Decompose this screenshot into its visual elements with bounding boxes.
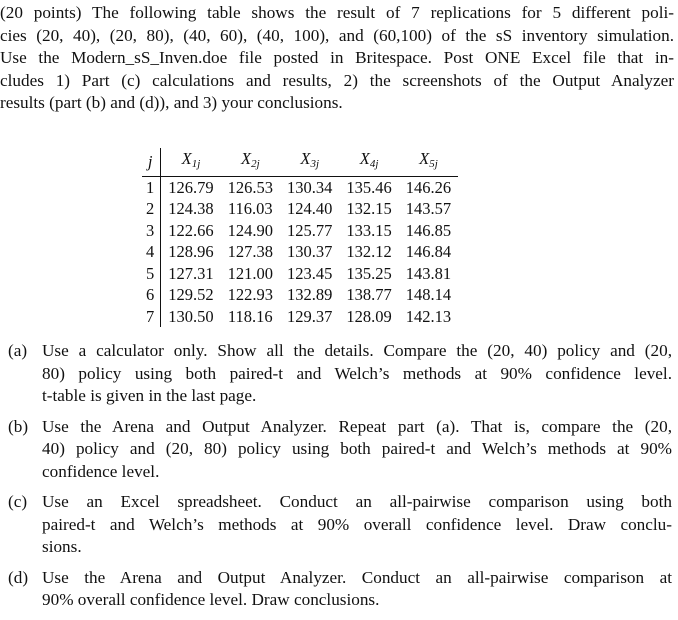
part-line: Use an Excel spreadsheet. Conduct an all-pairwise comparison using both xyxy=(42,492,672,511)
table-cell: 132.89 xyxy=(287,285,333,304)
table-cell: 138.77 xyxy=(346,285,392,304)
table-cell: 124.40 xyxy=(287,199,333,218)
header-subscript: 1j xyxy=(191,158,201,170)
part-c xyxy=(8,491,672,559)
intro-line: cies (20, 40), (20, 80), (40, 60), (40, 100), and (60,100) of the sS inventory simulation. xyxy=(0,25,674,45)
intro-line: (20 points) The following table shows the result of 7 replications for 5 different poli- xyxy=(0,3,674,22)
row-index: 2 xyxy=(142,198,161,220)
part-line: confidence level. xyxy=(42,461,160,481)
header-subscript: 5j xyxy=(429,158,438,170)
part-line: Use the Arena and Output Analyzer. Repeat part (a). That is, compare the (20, xyxy=(42,416,672,436)
table-cell: 129.52 xyxy=(168,285,214,304)
table-cell: 127.38 xyxy=(227,242,273,261)
table-row xyxy=(142,306,458,328)
header-base: X xyxy=(181,149,192,168)
column-header-x3 xyxy=(280,148,339,176)
column-header-x4 xyxy=(339,148,398,176)
row-index: 3 xyxy=(142,220,161,242)
part-line: t-table is given in the last page. xyxy=(42,386,257,405)
question-parts xyxy=(8,340,672,620)
part-line: Use a calculator only. Show all the details. Compare the (20, 40) policy and (20, xyxy=(42,341,672,360)
part-line: 40) policy and (20, 80) policy using both paired-t and Welch’s methods at 90% xyxy=(42,439,672,458)
part-label: (a) xyxy=(8,341,28,360)
table-row xyxy=(142,220,458,242)
part-b xyxy=(8,416,672,484)
part-label: (c) xyxy=(8,492,28,511)
part-label: (b) xyxy=(8,416,29,436)
column-header-x1 xyxy=(161,148,221,176)
intro-line: Use the Modern_sS_Inven.doe file posted in Britespace. Post ONE Excel file that in- xyxy=(0,48,674,67)
header-base: X xyxy=(359,149,370,168)
table-cell: 124.90 xyxy=(227,220,273,240)
row-index: 7 xyxy=(142,306,161,328)
table-cell: 133.15 xyxy=(346,220,392,240)
table-cell: 126.79 xyxy=(168,177,214,197)
header-subscript: 4j xyxy=(369,158,379,170)
table-cell: 132.15 xyxy=(346,199,392,218)
replication-results-table xyxy=(142,148,458,327)
table-row xyxy=(142,176,458,198)
table-row xyxy=(142,263,458,285)
row-index: 4 xyxy=(142,241,161,263)
part-a xyxy=(8,340,672,408)
part-text xyxy=(42,491,672,559)
table-cell: 122.93 xyxy=(227,285,273,304)
header-base: X xyxy=(419,149,430,168)
table-cell: 142.13 xyxy=(405,306,452,326)
column-header-j: j xyxy=(142,148,161,176)
table-cell: 129.37 xyxy=(287,306,333,326)
table-cell: 128.09 xyxy=(346,306,392,326)
part-line: sions. xyxy=(42,537,82,556)
table-cell: 130.50 xyxy=(168,306,214,326)
part-line: paired-t and Welch’s methods at 90% overall confidence level. Draw conclu- xyxy=(42,514,672,534)
row-index: 5 xyxy=(142,263,161,285)
header-base: X xyxy=(240,149,252,168)
part-text xyxy=(42,567,672,612)
table-header-row xyxy=(142,148,458,176)
table-cell: 143.81 xyxy=(405,263,452,283)
intro-line: results (part (b) and (d)), and 3) your conclusions. xyxy=(0,93,343,112)
header-subscript: 3j xyxy=(310,158,320,170)
table-cell: 146.26 xyxy=(405,177,452,197)
table-row xyxy=(142,241,458,263)
table-cell: 116.03 xyxy=(227,199,273,218)
table-cell: 135.25 xyxy=(346,263,392,283)
part-label: (d) xyxy=(8,567,29,587)
row-index: 1 xyxy=(142,176,161,198)
part-d xyxy=(8,567,672,612)
column-header-x2 xyxy=(221,148,280,176)
table-cell: 130.37 xyxy=(287,242,333,261)
table-cell: 121.00 xyxy=(227,263,273,283)
table-cell: 135.46 xyxy=(346,177,392,197)
part-line: Use the Arena and Output Analyzer. Conduct an all-pairwise comparison at xyxy=(42,567,672,587)
part-text xyxy=(42,416,672,484)
table-cell: 132.12 xyxy=(346,242,392,261)
table-cell: 128.96 xyxy=(168,242,214,261)
intro-line: cludes 1) Part (c) calculations and results, 2) the screenshots of the Output Analyzer xyxy=(0,70,674,90)
table-cell: 124.38 xyxy=(168,199,214,218)
table-cell: 123.45 xyxy=(287,263,333,283)
table-cell: 148.14 xyxy=(405,285,452,304)
table-cell: 118.16 xyxy=(227,306,273,326)
table-cell: 130.34 xyxy=(287,177,333,197)
header-subscript: 2j xyxy=(251,158,260,170)
problem-statement xyxy=(0,2,674,115)
part-line: 90% overall confidence level. Draw conclusions. xyxy=(42,590,380,609)
part-line: 80) policy using both paired-t and Welch’s methods at 90% confidence level. xyxy=(42,363,672,383)
table-cell: 122.66 xyxy=(168,220,214,240)
table-cell: 126.53 xyxy=(227,177,273,197)
column-header-x5 xyxy=(399,148,458,176)
table-cell: 146.85 xyxy=(405,220,452,240)
table-cell: 143.57 xyxy=(405,199,452,218)
table-row xyxy=(142,198,458,220)
table-cell: 146.84 xyxy=(405,242,452,261)
part-text xyxy=(42,340,672,408)
table-cell: 127.31 xyxy=(168,263,214,283)
row-index: 6 xyxy=(142,284,161,306)
table-cell: 125.77 xyxy=(287,220,333,240)
header-base: X xyxy=(300,149,311,168)
table-row xyxy=(142,284,458,306)
